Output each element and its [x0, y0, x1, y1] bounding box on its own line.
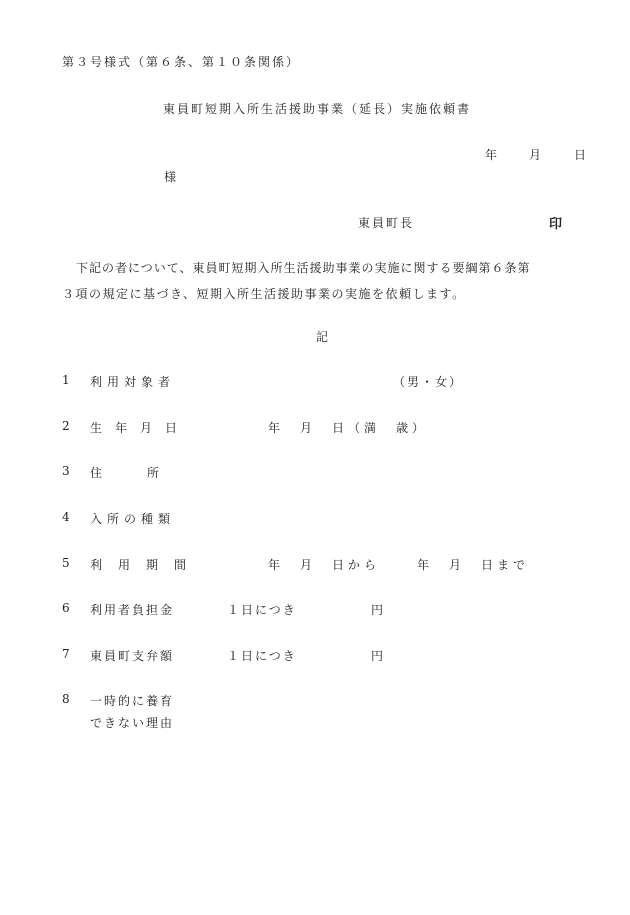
item-label-line-1: 一時的に養育 — [90, 694, 175, 708]
item-value-yen: 円 — [371, 603, 386, 617]
ki-heading: 記 — [316, 330, 331, 344]
item-number: 8 — [62, 692, 72, 706]
item-value-to: 年 月 日まで — [417, 558, 530, 572]
item-label: 利用期間 — [90, 558, 203, 572]
item-number: 5 — [62, 556, 72, 570]
item-number: 1 — [62, 373, 72, 387]
seal-mark: 印 — [549, 217, 563, 232]
recipient-suffix: 様 — [164, 170, 179, 184]
item-number: 3 — [62, 464, 72, 478]
item-value-per-day: １日につき — [227, 603, 297, 617]
item-value-from: 年 月 日から — [268, 558, 381, 572]
item-label: 住 所 — [90, 466, 167, 480]
date-day: 日 — [574, 148, 589, 162]
date-month: 月 — [529, 148, 544, 162]
body-paragraph — [62, 255, 592, 307]
body-line-2: ３項の規定に基づき、短期入所生活援助事業の実施を依頼します。 — [62, 287, 466, 301]
item-label: 入所の種類 — [90, 512, 176, 526]
item-number: 2 — [62, 419, 72, 433]
item-number: 4 — [62, 510, 72, 524]
form-label: 第３号様式（第６条、第１０条関係） — [62, 55, 301, 69]
document-title: 東員町短期入所生活援助事業（延長）実施依頼書 — [163, 102, 472, 116]
item-value-per-day: １日につき — [227, 649, 297, 663]
item-label: 利用者負担金 — [90, 603, 175, 617]
date-year: 年 — [485, 148, 500, 162]
item-label: 生年月日 — [90, 421, 191, 435]
item-label: 利用対象者 — [90, 375, 176, 389]
item-value: 年 月 日（満 歳） — [268, 421, 429, 435]
issuer: 東員町長 — [358, 216, 415, 230]
item-label-line-2: できない理由 — [90, 716, 175, 730]
body-line-1: 下記の者について、東員町短期入所生活援助事業の実施に関する要綱第６条第 — [76, 261, 531, 275]
item-number: 7 — [62, 647, 72, 661]
item-value-yen: 円 — [371, 649, 386, 663]
item-value: （男・女） — [393, 375, 464, 389]
item-label: 東員町支弁額 — [90, 649, 175, 663]
item-number: 6 — [62, 601, 72, 615]
